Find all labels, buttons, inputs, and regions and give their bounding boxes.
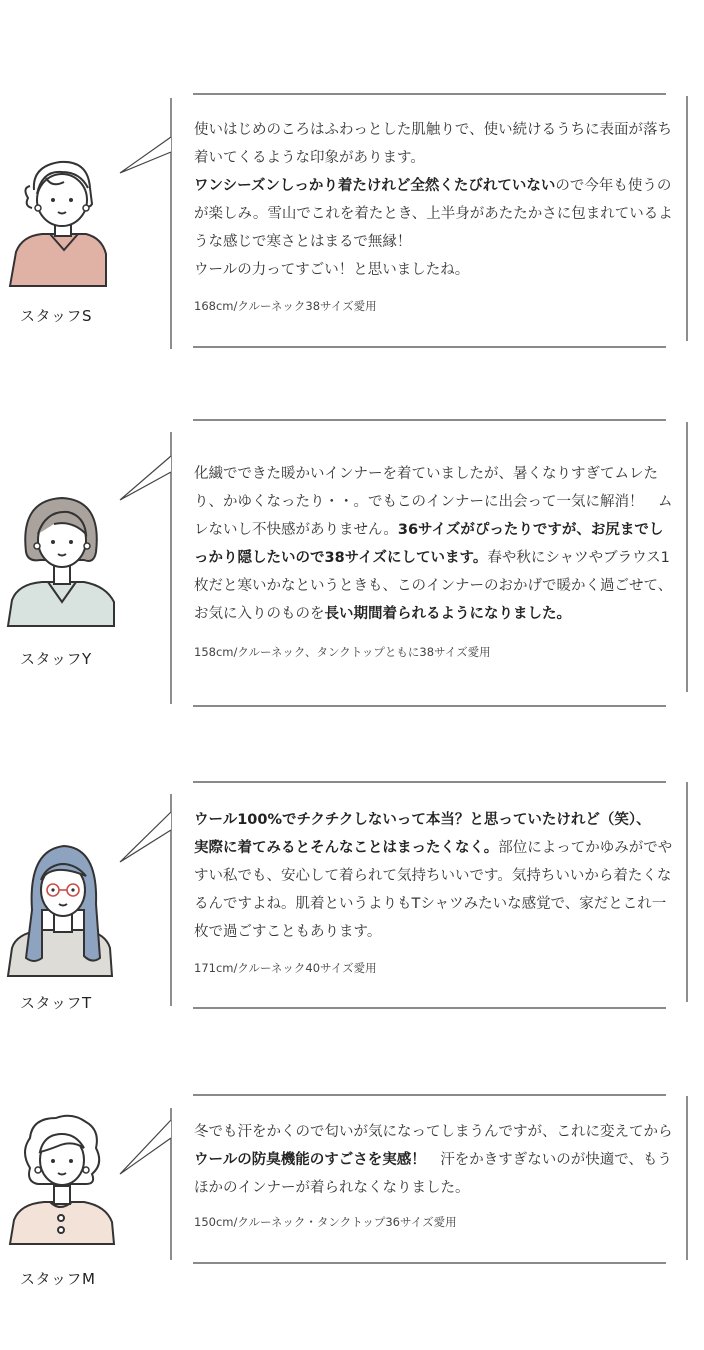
size-spec: 158cm/クルーネック、タンクトップともに38サイズ愛用 bbox=[194, 645, 491, 659]
staff-y-avatar-icon bbox=[2, 490, 118, 632]
staff-name: スタッフT bbox=[20, 994, 92, 1012]
review-text bbox=[194, 1118, 674, 1202]
staff-s-avatar-icon bbox=[2, 148, 118, 290]
staff-name: スタッフY bbox=[20, 650, 92, 668]
review-sentence: 汗をかきすぎないのが快適で、もうほかのインナーが着られなくなりました。 bbox=[194, 1152, 672, 1196]
review-paragraph bbox=[194, 806, 674, 946]
review-sentence: ウールの力ってすごい！と思いましたね。 bbox=[194, 262, 470, 278]
review-text bbox=[194, 806, 674, 946]
review-highlight: ウールの防臭機能のすごさを実感！ bbox=[194, 1152, 426, 1168]
review-highlight: 実際に着てみるとそんなことはまったくなく。 bbox=[194, 840, 499, 856]
review-text bbox=[194, 460, 674, 628]
review-highlight: 長い期間着られるようになりました。 bbox=[324, 606, 571, 622]
size-spec: 150cm/クルーネック・タンクトップ36サイズ愛用 bbox=[194, 1215, 457, 1229]
size-spec: 168cm/クルーネック38サイズ愛用 bbox=[194, 299, 377, 313]
review-paragraph bbox=[194, 116, 674, 284]
staff-review-y bbox=[0, 410, 704, 720]
staff-name: スタッフS bbox=[20, 307, 93, 325]
review-sentence: 使いはじめのころはふわっとした肌触りで、使い続けるうちに表面が落ち着いてくるような印象があります。 bbox=[194, 122, 673, 166]
review-sentence: 部位によってかゆみがでやすい私でも、安心して着られて気持ちいいです。気持ちいいから着たくなるんですよね。肌着というよりもTシャツみたいな感覚で、家だとこれ一枚で過ごすこともあります。 bbox=[194, 840, 673, 940]
staff-review-s bbox=[0, 0, 704, 360]
review-highlight: ワンシーズンしっかり着たけれど全然くたびれていない bbox=[194, 178, 556, 194]
review-paragraph bbox=[194, 1118, 674, 1202]
review-highlight: ウール100%でチクチクしないって本当？と思っていたけれど（笑）、 bbox=[194, 812, 651, 828]
staff-m-avatar-icon bbox=[2, 1108, 118, 1250]
review-sentence: 春や秋にシャツやブラウス1枚だと寒いかなというときも、このインナーのおかげで暖かく過ごせて、お気に入りのものを bbox=[194, 550, 673, 622]
staff-review-m bbox=[0, 1080, 704, 1350]
review-sentence: 冬でも汗をかくので匂いが気になってしまうんですが、これに変えてから bbox=[194, 1124, 673, 1140]
staff-t-avatar-icon bbox=[2, 840, 118, 982]
review-sentence: ので今年も使うのが楽しみ。雪山でこれを着たとき、上半身があたたかさに包まれているような感じで寒さとはまるで無縁！ bbox=[194, 178, 673, 250]
review-highlight: 36サイズがぴったりですが、お尻までしっかり隠したいので38サイズにしています。 bbox=[194, 522, 664, 566]
staff-name: スタッフM bbox=[20, 1270, 96, 1288]
review-text bbox=[194, 116, 674, 284]
review-paragraph bbox=[194, 460, 674, 628]
staff-review-t bbox=[0, 770, 704, 1020]
review-sentence: 化繊でできた暖かいインナーを着ていましたが、暑くなりすぎてムレたり、かゆくなったり・・。でもこのインナーに出会って一気に解消！ ムレないし不快感がありません。 bbox=[194, 466, 673, 538]
size-spec: 171cm/クルーネック40サイズ愛用 bbox=[194, 961, 377, 975]
